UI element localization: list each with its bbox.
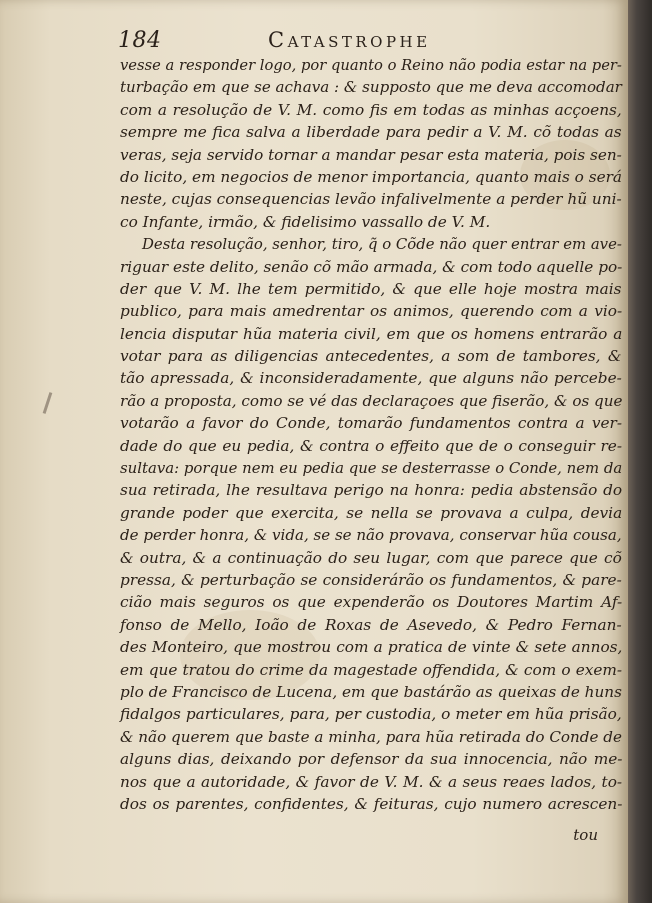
text-line: riguar este delito, senão cõ mão armada, & com todo aquelle po- xyxy=(120,257,623,276)
text-line: vesse a responder logo, por quanto o Reino não podia estar na per- xyxy=(120,56,622,74)
text-line: sempre me fica salva a liberdade para pedir a V. M. cõ todas as xyxy=(120,123,622,142)
binding-edge xyxy=(628,0,652,903)
text-line: des Monteiro, que mostrou com a pratica de vinte & sete annos, xyxy=(120,638,623,657)
text-line: com a resolução de V. M. como fis em todas as minhas acçoens, xyxy=(120,100,622,119)
text-line: lencia disputar hũa materia civil, em que os homens entrarão a xyxy=(120,324,623,343)
text-line: sua retirada, lhe resultava perigo na honra: pedia abstensão do xyxy=(120,481,623,500)
text-line: dade do que eu pedia, & contra o effeito que de o conseguir re- xyxy=(120,436,622,455)
text-line: cião mais seguros os que expenderão os Doutores Martim Af- xyxy=(120,593,623,612)
text-line: publico, para mais amedrentar os animos, querendo com a vio- xyxy=(120,302,623,321)
text-line: votar para as diligencias antecedentes, a som de tambores, & xyxy=(120,347,622,366)
text-line: votarão a favor do Conde, tomarão fundamentos contra a ver- xyxy=(120,414,623,433)
text-line: alguns dias, deixando por defensor da sua innocencia, não me- xyxy=(120,750,623,769)
text-line: plo de Francisco de Lucena, em que bastárão as queixas de huns xyxy=(120,682,622,701)
body-text xyxy=(120,54,622,815)
text-line: do licito, em negocios de menor importancia, quanto mais o será xyxy=(120,167,623,186)
text-line: rão a proposta, como se vé das declaraçoes que fiserão, & os que xyxy=(120,391,623,410)
text-line: & não querem que baste a minha, para hũa retirada do Conde de xyxy=(120,727,622,746)
text-line: fonso de Mello, Ioão de Roxas de Asevedo, & Pedro Fernan- xyxy=(120,615,622,634)
text-line: & outra, & a continuação do seu lugar, com que parece que cõ xyxy=(120,548,622,567)
text-line: der que V. M. lhe tem permitido, & que elle hoje mostra mais xyxy=(120,279,622,298)
text-line: sultava: porque nem eu pedia que se desterrasse o Conde, nem da xyxy=(120,459,623,478)
text-line: pressa, & perturbação se considerárão os fundamentos, & pare- xyxy=(120,570,622,589)
text-line: neste, cujas consequencias levão infalivelmente a perder hũ uni- xyxy=(120,190,622,209)
catchword: tou xyxy=(573,826,598,844)
margin-mark xyxy=(43,392,53,414)
text-line: nos que a autoridade, & favor de V. M. & a seus reaes lados, to- xyxy=(120,772,623,791)
text-line: dos os parentes, confidentes, & feituras, cujo numero acrescen- xyxy=(120,794,623,813)
text-line: co Infante, irmão, & fidelisimo vassallo de V. M. xyxy=(120,212,491,231)
paragraph-start-line: Desta resolução, senhor, tiro, q̃ o Cõde não quer entrar em ave- xyxy=(142,235,622,254)
text-line: de perder honra, & vida, se se não provava, conservar hũa cousa, xyxy=(120,526,622,545)
text-line: grande poder que exercita, se nella se provava a culpa, devia xyxy=(120,503,623,522)
text-line: tão apressada, & inconsideradamente, que alguns não percebe- xyxy=(120,369,622,388)
text-line: fidalgos particulares, para, per custodia, o meter em hũa prisão, xyxy=(120,705,622,724)
text-line: turbação em que se achava : & supposto que me deva accomodar xyxy=(120,78,622,97)
page-number: 184 xyxy=(118,28,162,53)
text-line: em que tratou do crime da magestade offendida, & com o exem- xyxy=(120,660,623,679)
running-title: Catastrophe xyxy=(268,28,431,52)
text-line: veras, seja servido tornar a mandar pesar esta materia, pois sen- xyxy=(120,145,622,164)
